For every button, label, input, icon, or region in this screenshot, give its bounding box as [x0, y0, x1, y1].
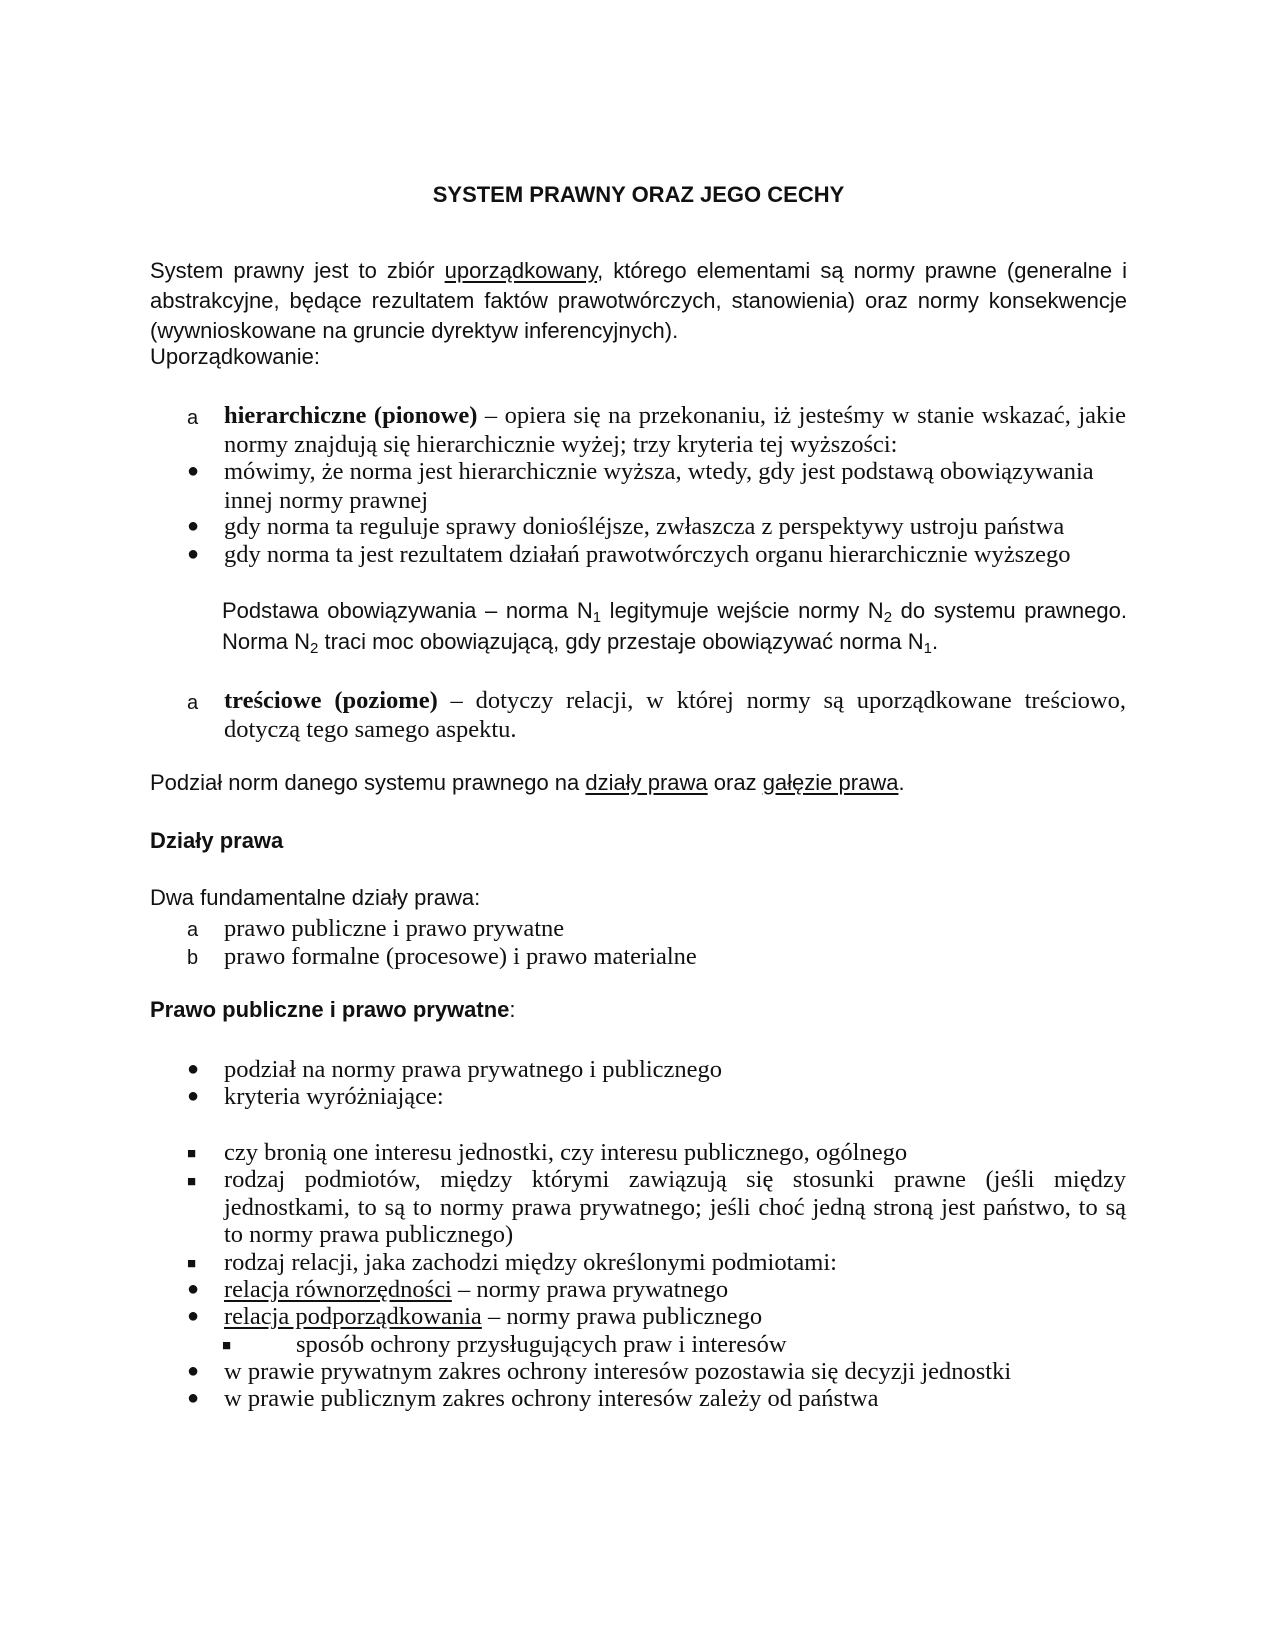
relacja-rownorzednosci-underlined: relacja równorzędności	[224, 1276, 452, 1303]
bullet-icon: ●	[187, 1278, 200, 1300]
division-paragraph: Podział norm danego systemu prawnego na działy prawa oraz gałęzie prawa.	[150, 770, 905, 795]
list-marker: a	[187, 919, 199, 941]
ordering-label: Uporządkowanie:	[150, 344, 320, 369]
hierarchical-text: hierarchiczne (pionowe) – opiera się na przekonaniu, iż jesteśmy w stanie wskazać, jakie normy znajdują się hierarchicznie wyżej; trzy kryteria tej wyższości:	[224, 402, 1126, 458]
bullet-icon: ●	[187, 543, 200, 565]
bullet-icon: ●	[187, 1085, 200, 1107]
bullet-icon: ●	[187, 515, 200, 537]
section-heading-dzialy-prawa: Działy prawa	[150, 828, 284, 853]
relacja-podporzadkowania-underlined: relacja podporządkowania	[224, 1303, 482, 1330]
list-marker: a	[187, 407, 199, 429]
content-ordering-text: treściowe (poziome) – dotyczy relacji, w której normy są uporządkowane treściowo, dotyczą tego samego aspektu.	[224, 687, 1126, 743]
bullet-icon: ●	[187, 1305, 200, 1327]
dzialy-prawa-underlined: działy prawa	[585, 770, 708, 795]
list-marker: b	[187, 947, 199, 969]
square-bullet-icon: ■	[222, 1338, 232, 1354]
square-bullet-icon: ■	[187, 1174, 197, 1190]
bullet-icon: ●	[187, 1387, 200, 1409]
galezie-prawa-underlined: gałęzie prawa	[762, 770, 899, 795]
list-marker: a	[187, 692, 199, 714]
uporzadkowany-underlined: uporządkowany	[444, 258, 598, 283]
dzialy-intro: Dwa fundamentalne działy prawa:	[150, 885, 481, 910]
square-bullet-icon: ■	[187, 1256, 197, 1272]
document-title: SYSTEM PRAWNY ORAZ JEGO CECHY	[432, 182, 845, 207]
section-heading-prawo-publiczne: Prawo publiczne i prawo prywatne:	[150, 997, 516, 1022]
bullet-icon: ●	[187, 1058, 200, 1080]
bullet-icon: ●	[187, 460, 200, 482]
bullet-icon: ●	[187, 1360, 200, 1382]
basis-paragraph: Podstawa obowiązywania – norma $N_1$ legitymuje wejście normy $N_2$ do systemu prawnego. Norma $N_2$ traci moc obowiązującą, gdy przestaje obowiązywać norma $N_1$.	[222, 598, 1127, 657]
square-bullet-icon: ■	[187, 1146, 197, 1162]
document-page: SYSTEM PRAWNY ORAZ JEGO CECHY System prawny jest to zbiór uporządkowany, którego elementami są normy prawne (generalne i abstrakcyjne, będące rezultatem faktów prawotwórczych, stanowienia) oraz normy konsekwencje (wywnioskowane na gruncie dyrektyw inferencyjnych). Uporządkowanie: a hierarchiczne (pionowe) – opiera się na przekonaniu, iż jesteśmy w stanie wskazać, jakie normy znajdują się hierarchicznie wyżej; trzy kryteria tej wyższości: ● mówimy, że norma jest hierarchicznie wyższa, wtedy, gdy jest podstawą obowiązywania innej normy prawnej ● gdy norma ta reguluje sprawy doniośléjsze, zwłaszcza z perspektywy ustroju państwa ● gdy norma ta jest rezultatem działań prawotwórczych organu hierarchicznie wyższego Podstawa obowiązywania – norma $N_1$ legitymuje wejście normy $N_2$ do systemu prawnego. Norma $N_2$ traci moc obowiązującą, gdy przestaje obowiązywać norma $N_1$. a treściowe (poziome) – dotyczy relacji, w której normy są uporządkowane treściowo, dotyczą tego samego aspektu. Podział norm danego systemu prawnego na działy prawa oraz gałęzie prawa. Działy prawa Dwa fundamentalne działy prawa: a prawo publiczne i prawo prywatne b prawo formalne (procesowe) i prawo materialne Prawo publiczne i prawo prywatne: ● podział na normy prawa prywatnego i publicznego ● kryteria wyróżniające: ■ czy bronią one interesu jednostki, czy interesu publicznego, ogólnego ■ rodzaj podmiotów, między którymi zawiązują się stosunki prawne (jeśli między jednostkami, to są to normy prawa prywatnego; jeśli choć jedną stroną jest państwo, to są to normy prawa publicznego) ■ rodzaj relacji, jaka zachodzi między określonymi podmiotami: ● relacja równorzędności – normy prawa prywatnego ● relacja podporządkowania – normy prawa publicznego ■ sposób ochrony przysługujących praw i interesów ● w prawie prywatnym zakres ochrony interesów pozostawia się decyzji jednostki ● w prawie publicznym zakres ochrony interesów zależy od państwa	[150, 182, 1127, 1412]
intro-paragraph: System prawny jest to zbiór uporządkowany, którego elementami są normy prawne (generalne i abstrakcyjne, będące rezultatem faktów prawotwórczych, stanowienia) oraz normy konsekwencje (wywnioskowane na gruncie dyrektyw inferencyjnych).	[150, 258, 1127, 343]
